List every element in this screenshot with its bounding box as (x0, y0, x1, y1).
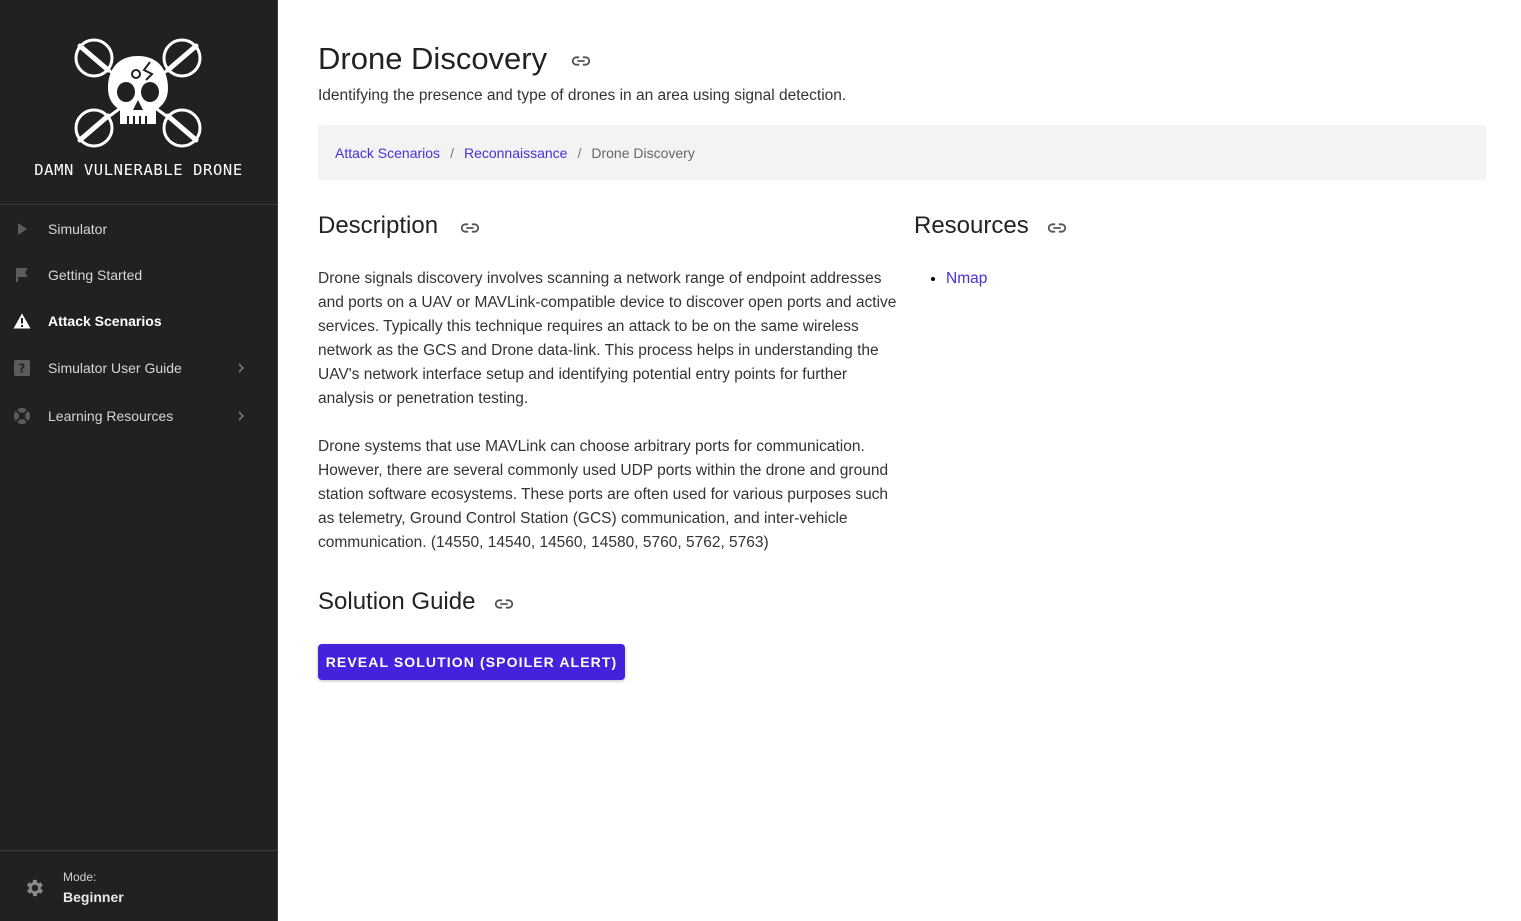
gear-icon (23, 877, 45, 899)
resources-heading: Resources (914, 212, 1029, 239)
link-icon[interactable] (459, 217, 481, 239)
description-paragraph: Drone signals discovery involves scanning a network range of endpoint addresses and ports on a UAV or MAVLink-compatible device to discover open ports and active services. Typically this technique requires an attack to be on the same wireless network as the GCS and Drone data-link. This process helps in understanding the UAV's network interface setup and identifying potential entry points for further analysis or penetration testing. (318, 270, 897, 407)
sidebar-item-label: Attack Scenarios (48, 313, 162, 329)
mode-value: Beginner (63, 889, 124, 905)
svg-text:?: ? (18, 361, 26, 376)
page-subtitle: Identifying the presence and type of drones in an area using signal detection. (318, 87, 847, 104)
sidebar-item-attack-scenarios[interactable] (0, 298, 277, 344)
description-heading: Description (318, 212, 439, 239)
solution-heading: Solution Guide (318, 588, 476, 615)
warning-icon (13, 312, 31, 330)
sidebar-item-getting-started[interactable] (0, 252, 277, 298)
sidebar-item-simulator-user-guide[interactable] (0, 344, 277, 392)
sidebar-nav (0, 206, 277, 440)
resource-link-nmap[interactable]: Nmap (946, 270, 988, 287)
skull-drone-logo (66, 32, 210, 154)
link-icon[interactable] (493, 593, 515, 615)
main-content (278, 0, 1521, 921)
sidebar-item-simulator[interactable] (0, 206, 277, 252)
lifebuoy-icon (13, 407, 31, 425)
breadcrumb-separator: / (450, 144, 454, 161)
flag-icon (13, 266, 31, 284)
breadcrumb-link-reconnaissance[interactable]: Reconnaissance (463, 144, 568, 161)
link-icon[interactable] (570, 50, 592, 72)
sidebar-item-learning-resources[interactable] (0, 392, 277, 440)
play-icon (13, 220, 31, 238)
sidebar-item-label: Getting Started (48, 267, 143, 283)
chevron-right-icon (235, 362, 247, 374)
description-paragraph: Drone systems that use MAVLink can choose arbitrary ports for communication. However, there are several commonly used UDP ports within the drone and ground station software ecosystems. These ports are often used for various purposes such as telemetry, Ground Control Station (GCS) communication, and inter-vehicle communication. (14550, 14540, 14560, 14580, 5760, 5762, 5763) (318, 438, 889, 551)
resources-list (914, 267, 987, 291)
list-item (946, 267, 987, 291)
breadcrumb-link-attack-scenarios[interactable]: Attack Scenarios (335, 144, 441, 161)
brand-header (0, 0, 277, 205)
help-icon (13, 359, 31, 377)
chevron-right-icon (235, 410, 247, 422)
sidebar-item-label: Simulator User Guide (48, 360, 182, 376)
brand-name: DAMN VULNERABLE DRONE (34, 161, 243, 179)
mode-label: Mode: (63, 870, 97, 884)
page-title: Drone Discovery (318, 41, 548, 76)
mode-selector[interactable] (0, 850, 277, 921)
breadcrumb-current: Drone Discovery (591, 144, 695, 161)
sidebar-item-label: Learning Resources (48, 408, 174, 424)
sidebar-item-label: Simulator (48, 221, 108, 237)
breadcrumb (318, 125, 1486, 180)
sidebar (0, 0, 278, 921)
breadcrumb-separator: / (577, 144, 582, 161)
link-icon[interactable] (1046, 217, 1068, 239)
reveal-solution-button[interactable]: REVEAL SOLUTION (SPOILER ALERT) (318, 644, 625, 680)
